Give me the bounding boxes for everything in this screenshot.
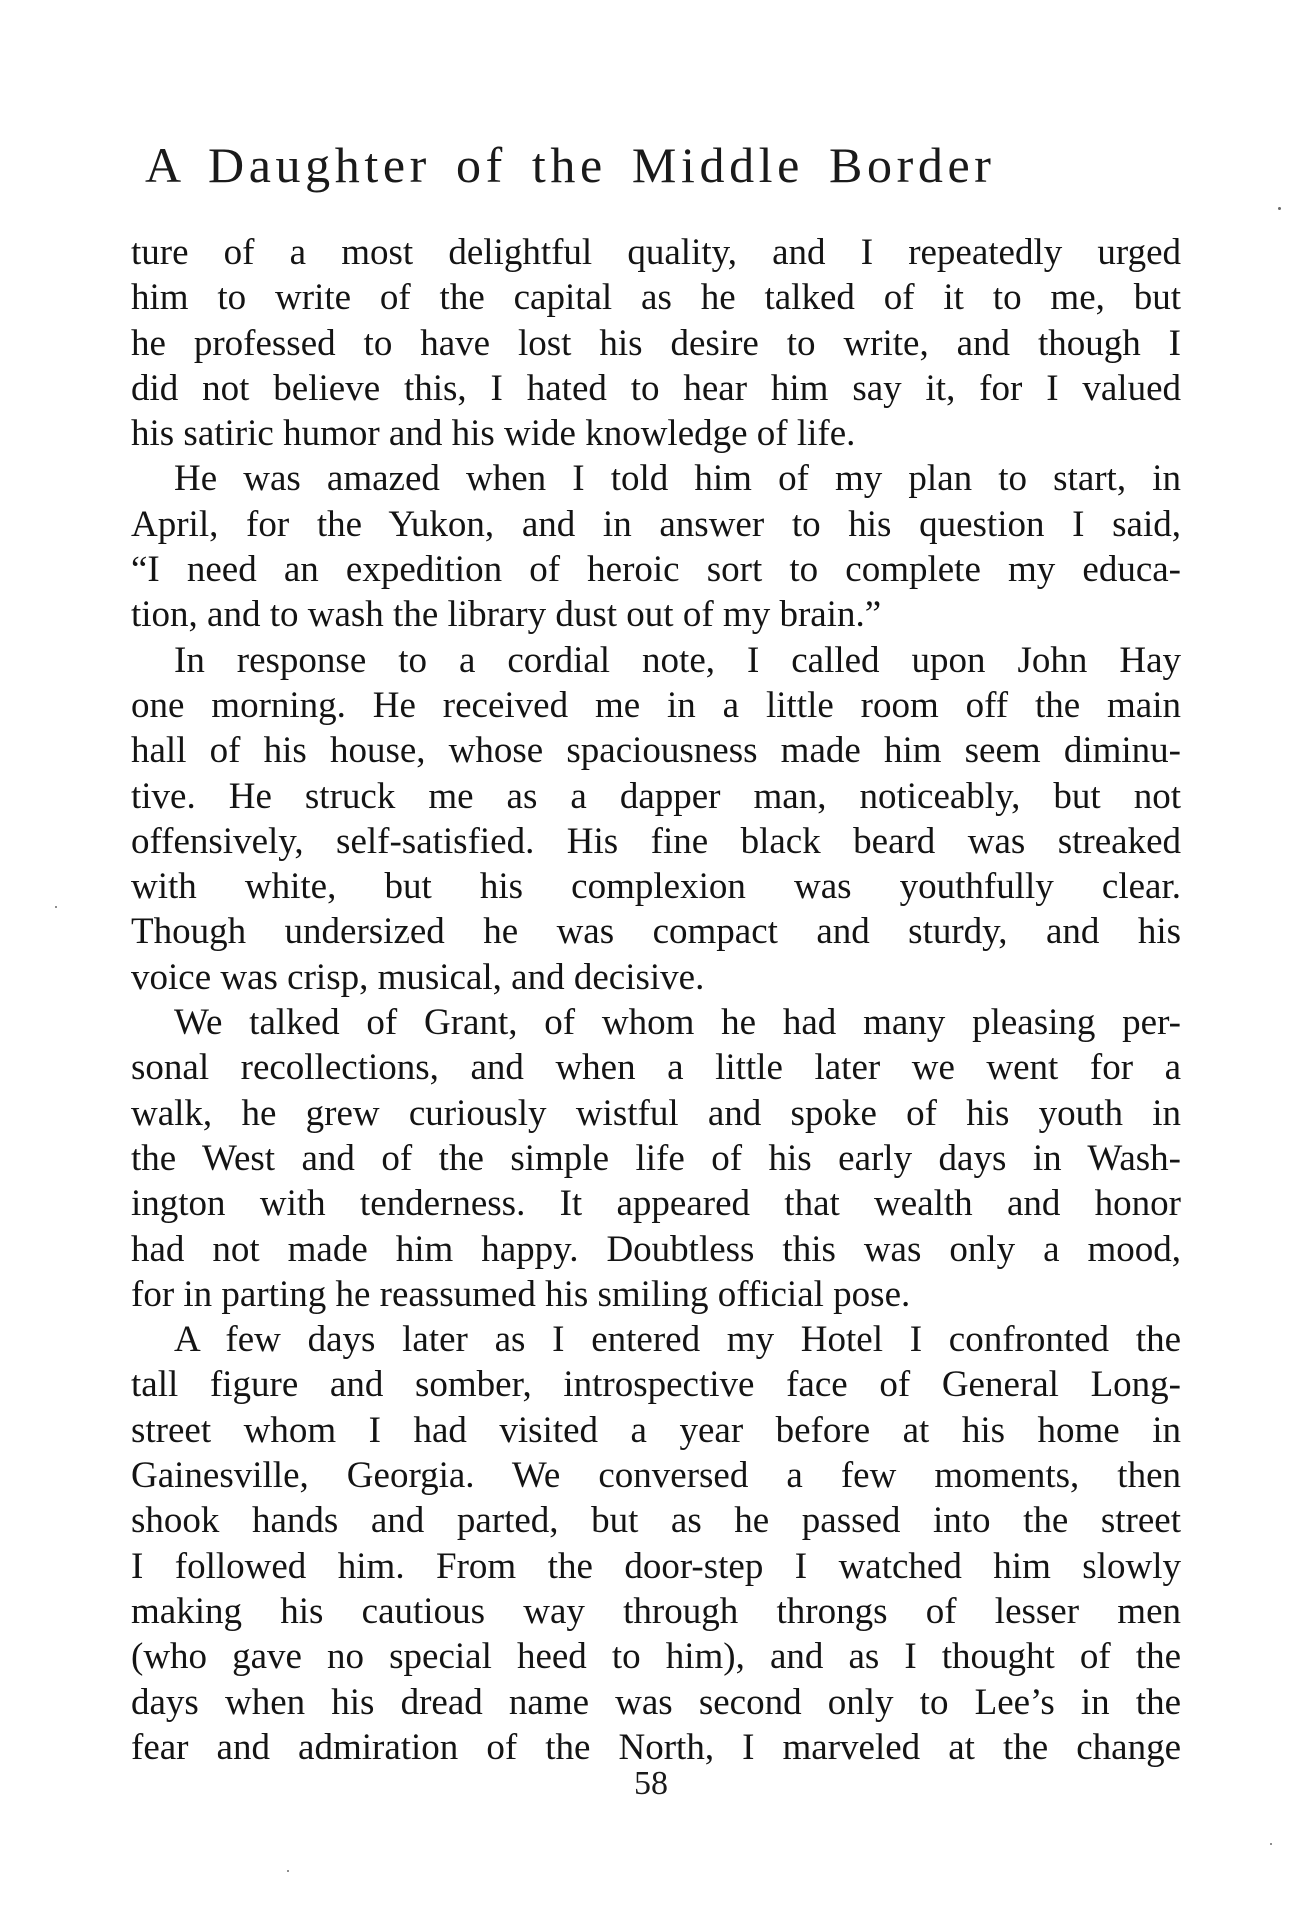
text-line: shook hands and parted, but as he passed into the street — [131, 1500, 1181, 1542]
paper-speck — [55, 906, 57, 908]
text-line: fear and admiration of the North, I marveled at the change — [131, 1726, 1181, 1768]
text-line: offensively, self-satisfied. His fine black beard was streaked — [131, 820, 1181, 862]
text-line: A few days later as I entered my Hotel I confronted the — [174, 1319, 1181, 1361]
text-line: He was amazed when I told him of my plan to start, in — [174, 458, 1181, 500]
text-line: I followed him. From the door-step I watched him slowly — [131, 1545, 1181, 1587]
text-line: him to write of the capital as he talked of it to me, but — [131, 277, 1181, 319]
text-line: “I need an expedition of heroic sort to complete my educa- — [131, 549, 1181, 591]
text-line: the West and of the simple life of his early days in Wash- — [131, 1137, 1181, 1179]
running-head: A Daughter of the Middle Border — [145, 137, 996, 193]
text-line: ington with tenderness. It appeared that wealth and honor — [131, 1183, 1181, 1225]
paper-speck — [1270, 1843, 1272, 1845]
text-line: one morning. He received me in a little room off the main — [131, 684, 1181, 726]
text-line: Gainesville, Georgia. We conversed a few moments, then — [131, 1455, 1181, 1497]
text-line: tion, and to wash the library dust out of my brain.” — [131, 594, 882, 636]
text-line: with white, but his complexion was youthfully clear. — [131, 866, 1181, 908]
text-line: did not believe this, I hated to hear him say it, for I valued — [131, 367, 1181, 409]
text-line: had not made him happy. Doubtless this was only a mood, — [131, 1228, 1181, 1270]
text-line: Though undersized he was compact and sturdy, and his — [131, 911, 1181, 953]
text-line: he professed to have lost his desire to write, and though I — [131, 322, 1181, 364]
text-line: tive. He struck me as a dapper man, noticeably, but not — [131, 775, 1181, 817]
text-line: voice was crisp, musical, and decisive. — [131, 956, 705, 998]
text-line: April, for the Yukon, and in answer to his question I said, — [131, 503, 1181, 545]
text-line: ture of a most delightful quality, and I repeatedly urged — [131, 232, 1181, 273]
text-line: (who gave no special heed to him), and as I thought of the — [131, 1636, 1181, 1678]
text-line: hall of his house, whose spaciousness made him seem diminu- — [131, 730, 1181, 772]
text-line: We talked of Grant, of whom he had many pleasing per- — [174, 1002, 1181, 1044]
body-text — [131, 230, 1181, 1770]
text-line: for in parting he reassumed his smiling official pose. — [131, 1273, 911, 1315]
text-line: making his cautious way through throngs of lesser men — [131, 1590, 1181, 1632]
text-line: sonal recollections, and when a little later we went for a — [131, 1047, 1181, 1089]
paper-speck — [1278, 207, 1281, 210]
text-line: days when his dread name was second only to Lee’s in the — [131, 1681, 1181, 1723]
text-line: tall figure and somber, introspective face of General Long- — [131, 1364, 1181, 1406]
paper-speck — [287, 1870, 289, 1872]
text-line: street whom I had visited a year before at his home in — [131, 1409, 1181, 1451]
text-line: walk, he grew curiously wistful and spoke of his youth in — [131, 1092, 1181, 1134]
text-line: In response to a cordial note, I called upon John Hay — [174, 639, 1181, 681]
page-number: 58 — [634, 1765, 668, 1802]
text-line: his satiric humor and his wide knowledge of life. — [131, 413, 856, 455]
